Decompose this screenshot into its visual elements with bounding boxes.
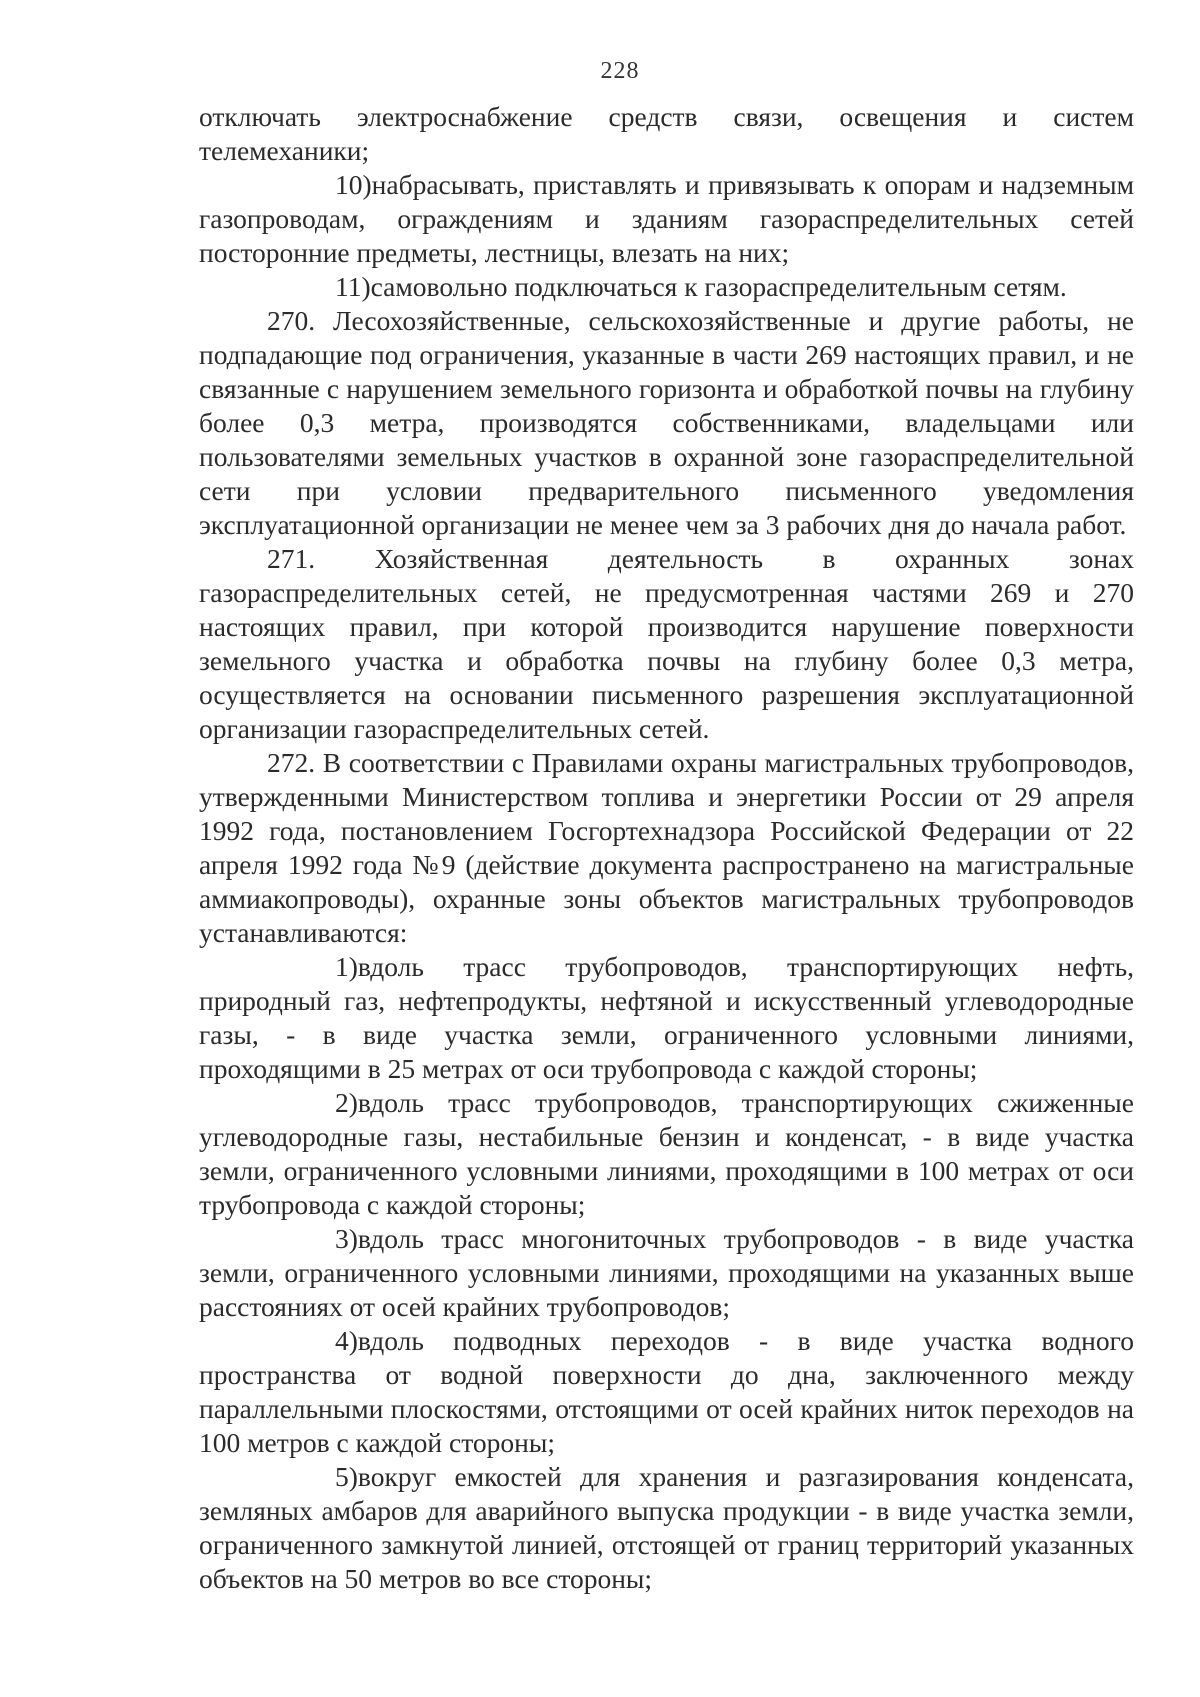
list-text: набрасывать, приставлять и привязывать к опорам и надземным газопроводам, ограждениям и зданиям газораспределительных сетей посторонние предметы, лестницы, влезать на них; [199, 169, 1134, 268]
paragraph-271: 271. Хозяйственная деятельность в охранных зонах газораспределительных сетей, не предусмотренная частями 269 и 270 настоящих правил, при которой производится нарушение поверхности земельного участка и обработка почвы на глубину более 0,3 метра, осуществляется на основании письменного разрешения эксплуатационной организации газораспределительных сетей. [199, 543, 1134, 744]
list-text: самовольно подключаться к газораспределительным сетям. [370, 271, 1067, 302]
paragraph-270: 270. Лесохозяйственные, сельскохозяйственные и другие работы, не подпадающие под ограничения, указанные в части 269 настоящих правил, и не связанные с нарушением земельного горизонта и обработкой почвы на глубину более 0,3 метра, производятся собственниками, владельцами или пользователями земельных участков в охранной зоне газораспределительной сети при условии предварительного письменного уведомления эксплуатационной организации не менее чем за 3 рабочих дня до начала работ. [199, 305, 1134, 540]
paragraph-continuation: отключать электроснабжение средств связи, освещения и систем телемеханики; [199, 101, 1134, 166]
list-item-10 [199, 168, 1134, 270]
list-number: 2) [335, 1087, 358, 1118]
list-text: вокруг емкостей для хранения и разгазирования конденсата, земляных амбаров для аварийного выпуска продукции - в виде участка земли, ограниченного замкнутой линией, отстоящей от границ территорий указанных объектов на 50 метров во все стороны; [199, 1461, 1134, 1594]
page-number: 228 [600, 58, 640, 84]
list-item-5 [199, 1460, 1134, 1596]
list-item-11 [199, 270, 1134, 304]
list-text: вдоль трасс трубопроводов, транспортирующих нефть, природный газ, нефтепродукты, нефтяной и искусственный углеводородные газы, - в виде участка земли, ограниченного условными линиями, проходящими в 25 метрах от оси трубопровода с каждой стороны; [199, 951, 1134, 1084]
list-number: 10) [335, 169, 372, 200]
document-body [199, 100, 1134, 1596]
list-item-2 [199, 1086, 1134, 1222]
paragraph-272: 272. В соответствии с Правилами охраны магистральных трубопроводов, утвержденными Министерством топлива и энергетики России от 29 апреля 1992 года, постановлением Госгортехнадзора Российской Федерации от 22 апреля 1992 года №9 (действие документа распространено на магистральные аммиакопроводы), охранные зоны объектов магистральных трубопроводов устанавливаются: [199, 747, 1134, 948]
list-number: 4) [335, 1325, 358, 1356]
list-number: 11) [335, 271, 371, 302]
list-number: 1) [335, 951, 358, 982]
list-number: 5) [335, 1461, 358, 1492]
list-item-1 [199, 950, 1134, 1086]
list-item-4 [199, 1324, 1134, 1460]
list-text: вдоль трасс многониточных трубопроводов - в виде участка земли, ограниченного условными линиями, проходящими на указанных выше расстояниях от осей крайних трубопроводов; [199, 1223, 1134, 1322]
list-number: 3) [335, 1223, 358, 1254]
list-item-3 [199, 1222, 1134, 1324]
list-text: вдоль трасс трубопроводов, транспортирующих сжиженные углеводородные газы, нестабильные бензин и конденсат, - в виде участка земли, ограниченного условными линиями, проходящими в 100 метрах от оси трубопровода с каждой стороны; [199, 1087, 1134, 1220]
list-text: вдоль подводных переходов - в виде участка водного пространства от водной поверхности до дна, заключенного между параллельными плоскостями, отстоящими от осей крайних ниток переходов на 100 метров с каждой стороны; [199, 1325, 1134, 1458]
